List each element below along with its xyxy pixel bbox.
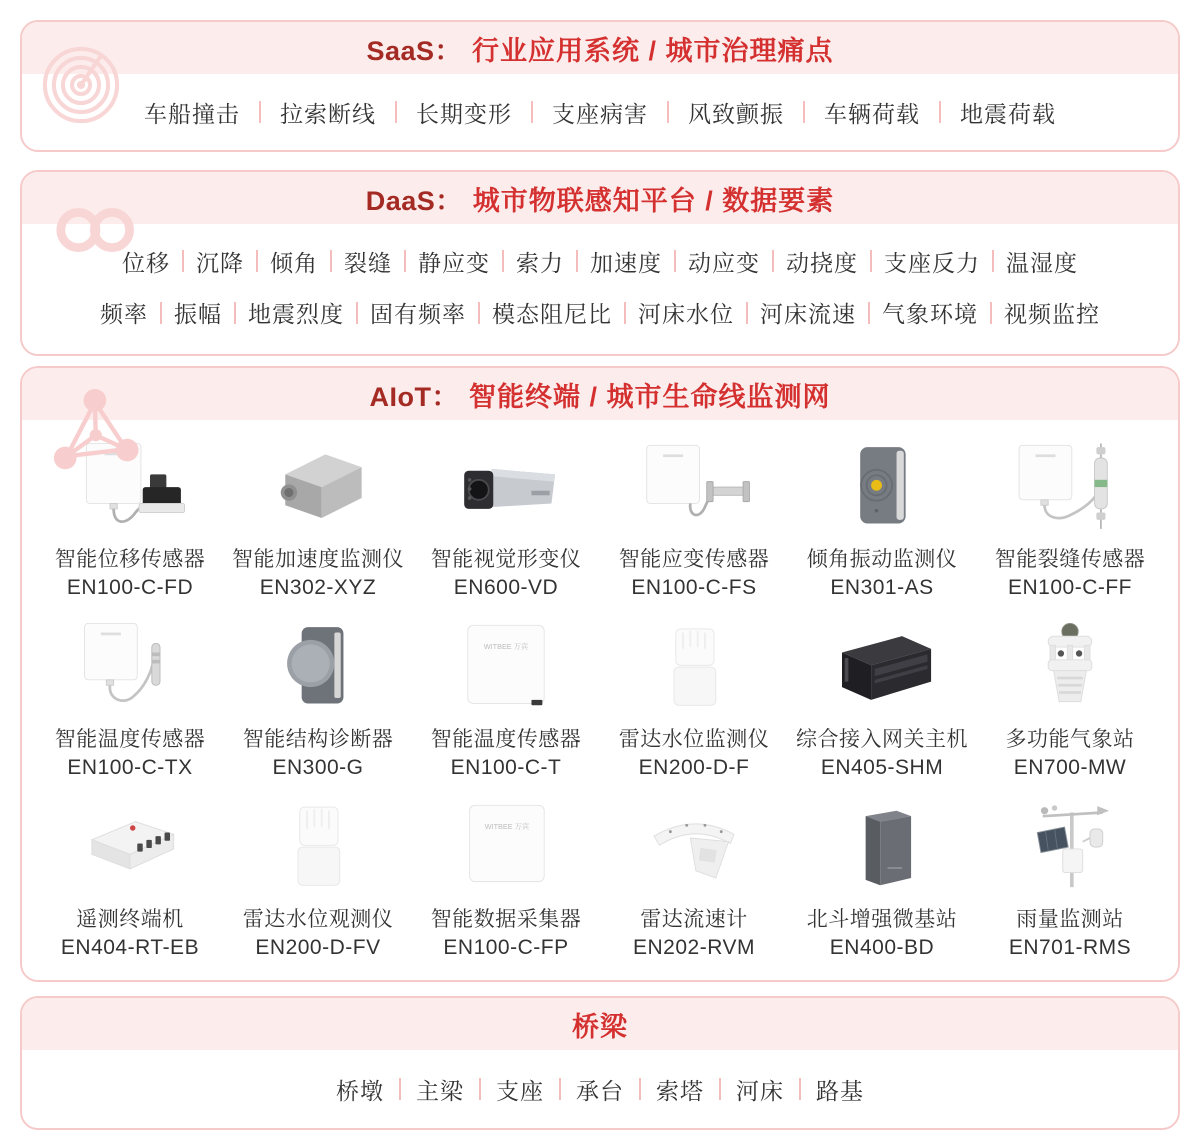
divider	[404, 250, 406, 272]
divider	[990, 302, 992, 324]
divider	[182, 250, 184, 272]
product-name: 倾角振动监测仪	[806, 548, 958, 571]
daas-item: 裂缝	[344, 249, 392, 276]
telemetry-terminal-image	[60, 798, 200, 898]
divider	[719, 1078, 721, 1100]
product-name: 智能温度传感器	[54, 728, 206, 751]
divider	[868, 302, 870, 324]
bridge-item: 主梁	[416, 1077, 464, 1104]
daas-item: 动应变	[688, 249, 760, 276]
divider	[531, 101, 533, 123]
daas-item: 静应变	[418, 249, 490, 276]
divider	[160, 302, 162, 324]
product-model: EN404-RT-EB	[60, 936, 200, 959]
divider	[803, 101, 805, 123]
strain-sensor-image	[624, 438, 764, 538]
divider	[639, 1078, 641, 1100]
daas-item: 温湿度	[1006, 249, 1078, 276]
product-name: 智能位移传感器	[54, 548, 206, 571]
product-name: 雷达水位观测仪	[242, 908, 394, 931]
product-card	[38, 606, 222, 786]
product-card	[226, 606, 410, 786]
daas-item: 沉降	[196, 249, 244, 276]
daas-item: 地震烈度	[248, 301, 344, 328]
beidou-base-station-image	[812, 798, 952, 898]
product-name: 遥测终端机	[76, 908, 184, 931]
weather-station-image	[1000, 618, 1140, 718]
aiot-section	[20, 366, 1180, 982]
product-name: 雨量监测站	[1016, 908, 1124, 931]
product-card	[790, 786, 974, 966]
product-model: EN405-SHM	[820, 756, 944, 779]
product-name: 智能应变传感器	[618, 548, 770, 571]
product-card	[414, 606, 598, 786]
divider	[330, 250, 332, 272]
daas-item: 振幅	[174, 301, 222, 328]
product-card	[978, 426, 1162, 606]
product-name: 智能数据采集器	[430, 908, 582, 931]
daas-item: 动挠度	[786, 249, 858, 276]
divider	[746, 302, 748, 324]
product-model: EN100-C-TX	[67, 756, 193, 779]
saas-item: 车辆荷载	[824, 100, 920, 127]
data-collector-image	[436, 798, 576, 898]
product-name: 雷达水位监测仪	[618, 728, 770, 751]
product-card	[602, 606, 786, 786]
divider	[399, 1078, 401, 1100]
radar-water-level-observer-image	[248, 798, 388, 898]
divider	[576, 250, 578, 272]
aiot-product-grid	[22, 420, 1178, 980]
product-card	[602, 786, 786, 966]
bridge-item: 承台	[576, 1077, 624, 1104]
bridge-item: 支座	[496, 1077, 544, 1104]
product-name: 智能结构诊断器	[242, 728, 394, 751]
daas-item: 位移	[122, 249, 170, 276]
divider	[502, 250, 504, 272]
daas-item: 视频监控	[1004, 301, 1100, 328]
divider	[259, 101, 261, 123]
aiot-title: 智能终端 / 城市生命线监测网	[468, 381, 831, 412]
product-name: 智能裂缝传感器	[994, 548, 1146, 571]
daas-items	[22, 224, 1178, 354]
acceleration-monitor-image	[248, 438, 388, 538]
product-model: EN100-C-FS	[631, 576, 757, 599]
daas-items-row1	[122, 245, 1078, 278]
aiot-title-prefix: AIoT：	[369, 381, 459, 412]
daas-item: 气象环境	[882, 301, 978, 328]
temperature-sensor-panel-image	[436, 618, 576, 718]
product-model: EN202-RVM	[633, 936, 755, 959]
tilt-vibration-monitor-image	[812, 438, 952, 538]
daas-item: 支座反力	[884, 249, 980, 276]
product-name: 北斗增强微基站	[806, 908, 958, 931]
daas-item: 频率	[100, 301, 148, 328]
product-card	[38, 426, 222, 606]
product-card	[790, 606, 974, 786]
saas-section	[20, 20, 1180, 152]
daas-title-prefix: DaaS：	[365, 185, 463, 216]
product-card	[790, 426, 974, 606]
product-card	[226, 786, 410, 966]
crack-sensor-image	[1000, 438, 1140, 538]
svg-text:WITBEE 万宾: WITBEE 万宾	[484, 821, 530, 831]
displacement-sensor-image	[60, 438, 200, 538]
divider	[870, 250, 872, 272]
product-model: EN200-D-FV	[255, 936, 381, 959]
product-name: 智能温度传感器	[430, 728, 582, 751]
divider	[559, 1078, 561, 1100]
radar-water-level-monitor-image	[624, 618, 764, 718]
daas-title: 城市物联感知平台 / 数据要素	[472, 185, 835, 216]
daas-item: 河床水位	[638, 301, 734, 328]
vision-deformation-camera-image	[436, 438, 576, 538]
bridge-item: 河床	[736, 1077, 784, 1104]
rainfall-station-image	[1000, 798, 1140, 898]
temperature-sensor-probe-image	[60, 618, 200, 718]
saas-item: 车船撞击	[144, 100, 240, 127]
product-model: EN100-C-FP	[443, 936, 569, 959]
divider	[479, 1078, 481, 1100]
daas-item: 倾角	[270, 249, 318, 276]
divider	[772, 250, 774, 272]
daas-items-row2	[100, 296, 1100, 329]
daas-item: 索力	[516, 249, 564, 276]
saas-item: 支座病害	[552, 100, 648, 127]
product-card	[226, 426, 410, 606]
divider	[256, 250, 258, 272]
bridge-item: 索塔	[656, 1077, 704, 1104]
aiot-header	[22, 368, 1178, 420]
bridge-item: 桥墩	[336, 1077, 384, 1104]
divider	[234, 302, 236, 324]
product-model: EN200-D-F	[638, 756, 750, 779]
divider	[939, 101, 941, 123]
divider	[674, 250, 676, 272]
saas-item: 地震荷载	[960, 100, 1056, 127]
divider	[478, 302, 480, 324]
product-card	[978, 606, 1162, 786]
product-name: 智能加速度监测仪	[232, 548, 404, 571]
daas-section	[20, 170, 1180, 356]
daas-item: 固有频率	[370, 301, 466, 328]
product-model: EN701-RMS	[1008, 936, 1132, 959]
daas-item: 加速度	[590, 249, 662, 276]
product-card	[38, 786, 222, 966]
product-name: 综合接入网关主机	[796, 728, 968, 751]
product-model: EN100-C-T	[450, 756, 562, 779]
structure-diagnostic-image	[248, 618, 388, 718]
radar-flow-meter-image	[624, 798, 764, 898]
daas-header	[22, 172, 1178, 224]
daas-item: 模态阻尼比	[492, 301, 612, 328]
divider	[395, 101, 397, 123]
product-model: EN700-MW	[1013, 756, 1127, 779]
product-name: 雷达流速计	[640, 908, 748, 931]
bridge-item: 路基	[816, 1077, 864, 1104]
product-model: EN400-BD	[829, 936, 935, 959]
product-model: EN100-C-FF	[1007, 576, 1133, 599]
gateway-host-image	[812, 618, 952, 718]
divider	[799, 1078, 801, 1100]
saas-item: 风致颤振	[688, 100, 784, 127]
saas-item: 长期变形	[416, 100, 512, 127]
product-model: EN100-C-FD	[66, 576, 194, 599]
divider	[624, 302, 626, 324]
bridge-header	[22, 998, 1178, 1050]
product-name: 智能视觉形变仪	[430, 548, 582, 571]
saas-header	[22, 22, 1178, 74]
product-card	[978, 786, 1162, 966]
saas-title: 行业应用系统 / 城市治理痛点	[472, 35, 834, 66]
bridge-title: 桥梁	[572, 1011, 628, 1042]
saas-item: 拉索断线	[280, 100, 376, 127]
bridge-items-row	[22, 1050, 1178, 1128]
svg-text:WITBEE 万宾: WITBEE 万宾	[483, 641, 529, 651]
divider	[667, 101, 669, 123]
product-name: 多功能气象站	[1005, 728, 1135, 751]
divider	[356, 302, 358, 324]
bridge-section	[20, 996, 1180, 1130]
divider	[992, 250, 994, 272]
product-model: EN301-AS	[830, 576, 934, 599]
product-model: EN600-VD	[453, 576, 559, 599]
product-card	[414, 786, 598, 966]
product-model: EN300-G	[272, 756, 364, 779]
saas-title-prefix: SaaS：	[366, 35, 463, 66]
saas-items-row	[22, 74, 1178, 150]
daas-item: 河床流速	[760, 301, 856, 328]
product-model: EN302-XYZ	[259, 576, 377, 599]
product-card	[414, 426, 598, 606]
product-card	[602, 426, 786, 606]
